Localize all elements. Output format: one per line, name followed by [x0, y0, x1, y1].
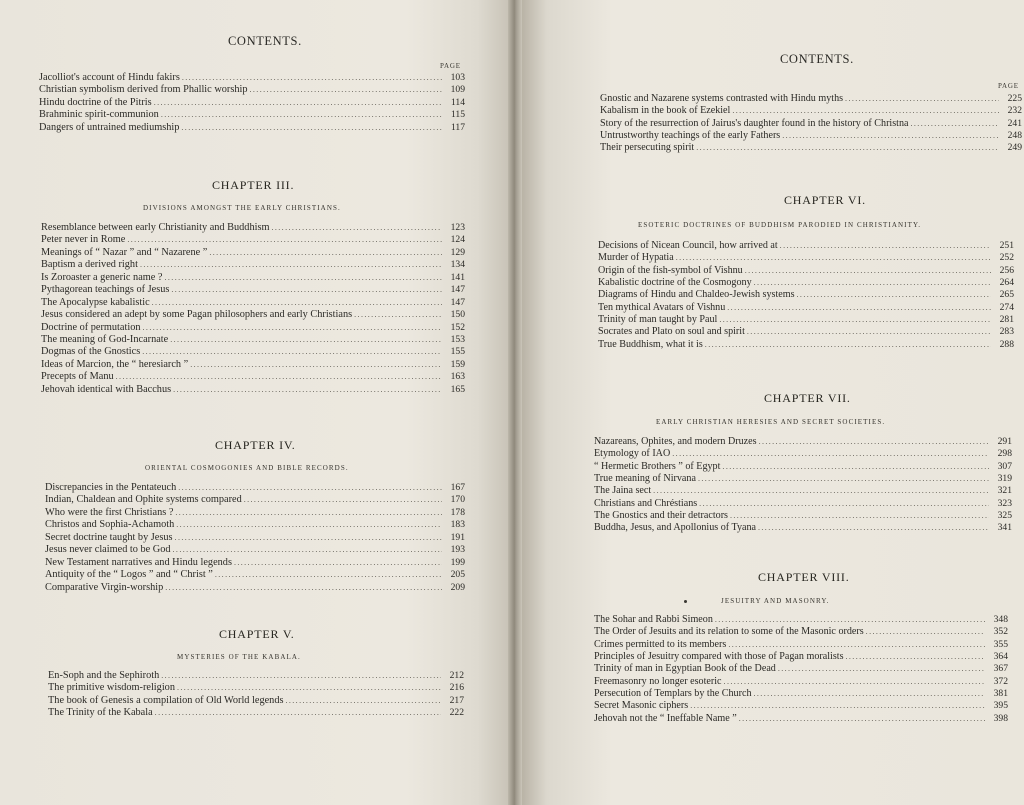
chapter-subtitle: MYSTERIES OF THE KABALA. — [177, 653, 301, 661]
toc-entry-page-number: 117 — [450, 121, 465, 133]
toc-entry-title: Kabalism in the book of Ezekiel — [600, 105, 731, 117]
toc-entry — [48, 670, 464, 682]
toc-entry-page-number: 115 — [450, 109, 465, 121]
chapter-heading: CHAPTER V. — [219, 627, 295, 641]
toc-entry-title: Diagrams of Hindu and Chaldeo-Jewish systems — [598, 289, 795, 301]
toc-entry-title: Trinity of man taught by Paul — [598, 314, 718, 326]
toc-entry-title: Socrates and Plato on soul and spirit — [598, 326, 745, 338]
toc-entry-page-number: 325 — [997, 510, 1012, 522]
toc-entry — [594, 688, 1008, 700]
dot-leader — [116, 371, 442, 383]
toc-entry — [48, 695, 464, 707]
toc-entry-title: Ideas of Marcion, the “ heresiarch ” — [41, 358, 189, 370]
dot-leader — [173, 544, 442, 556]
right-page — [522, 0, 1024, 805]
chapter-heading: CHAPTER VII. — [764, 391, 851, 405]
toc-entry-title: The meaning of God-Incarnate — [41, 333, 169, 345]
dot-leader — [143, 322, 442, 334]
toc-entry — [41, 334, 465, 346]
toc-entry-title: Meanings of “ Nazar ” and “ Nazarene ” — [41, 246, 208, 258]
toc-entry-page-number: 298 — [997, 448, 1012, 460]
toc-entry-page-number: 212 — [449, 670, 464, 681]
page-column-label: PAGE — [998, 82, 1019, 90]
toc-entry — [598, 326, 1014, 338]
toc-entry — [41, 272, 465, 284]
toc-entry — [594, 626, 1008, 638]
dot-leader — [672, 448, 989, 460]
toc-entry-page-number: 159 — [450, 358, 465, 370]
toc-entry-title: Jesus never claimed to be God — [45, 544, 171, 556]
toc-entry-page-number: 124 — [450, 234, 465, 246]
toc-entry-title: Jesus considered an adept by some Pagan philosophers and early Christians — [41, 309, 353, 321]
toc-entry — [594, 498, 1012, 510]
dot-leader — [846, 651, 986, 663]
chapter-entry-list — [48, 670, 464, 720]
chapter-subtitle: EARLY CHRISTIAN HERESIES AND SECRET SOCIETIES. — [656, 418, 886, 426]
dot-leader — [730, 510, 989, 522]
toc-entry-title: The Trinity of the Kabala — [48, 707, 153, 719]
toc-entry-title: The Gnostics and their detractors — [594, 510, 728, 522]
toc-entry-page-number: 225 — [1007, 93, 1022, 104]
toc-entry-title: Decisions of Nicean Council, how arrived at — [598, 240, 778, 251]
dot-leader — [140, 259, 442, 271]
toc-entry-page-number: 341 — [997, 522, 1012, 534]
toc-entry — [598, 289, 1014, 301]
toc-entry-title: “ Hermetic Brothers ” of Egypt — [594, 460, 721, 472]
toc-entry — [45, 582, 465, 594]
toc-entry — [48, 682, 464, 694]
chapter-entry-list — [594, 436, 1012, 535]
toc-entry-page-number: 163 — [450, 371, 465, 383]
toc-entry-page-number: 183 — [450, 519, 465, 531]
dot-leader — [152, 297, 442, 309]
toc-entry — [598, 314, 1014, 326]
toc-entry — [598, 302, 1014, 314]
intro-entry-list — [600, 93, 1022, 155]
dot-leader — [778, 663, 985, 675]
dot-leader — [759, 436, 989, 448]
toc-entry-title: New Testament narratives and Hindu legends — [45, 556, 232, 568]
toc-entry-page-number: 170 — [450, 494, 465, 506]
toc-entry — [598, 240, 1014, 252]
toc-entry-title: En-Soph and the Sephiroth — [48, 670, 160, 681]
chapter-subtitle: JESUITRY AND MASONRY. — [721, 597, 830, 605]
dot-leader — [866, 626, 985, 638]
toc-entry-page-number: 114 — [450, 96, 465, 108]
toc-entry-title: Jehovah identical with Bacchus — [41, 383, 172, 395]
toc-entry-page-number: 134 — [450, 259, 465, 271]
toc-entry — [41, 259, 465, 271]
toc-entry — [48, 707, 464, 719]
toc-entry — [594, 651, 1008, 663]
dot-leader — [170, 334, 442, 346]
toc-entry — [41, 322, 465, 334]
toc-entry-page-number: 355 — [993, 638, 1008, 650]
toc-entry-title: Discrepancies in the Pentateuch — [45, 482, 177, 493]
dot-leader — [745, 265, 991, 277]
toc-entry-title: Murder of Hypatia — [598, 252, 674, 264]
toc-entry — [41, 284, 465, 296]
toc-entry — [594, 713, 1008, 725]
chapter-heading: CHAPTER III. — [212, 178, 295, 192]
toc-entry-title: Secret doctrine taught by Jesus — [45, 531, 173, 543]
dot-leader — [209, 247, 442, 259]
toc-entry — [594, 522, 1012, 534]
toc-entry-page-number: 141 — [450, 271, 465, 283]
toc-entry-title: The Apocalypse kabalistic — [41, 296, 150, 308]
dot-leader — [722, 461, 989, 473]
toc-entry — [45, 544, 465, 556]
toc-entry-title: Principles of Jesuitry compared with those of Pagan moralists — [594, 651, 844, 663]
toc-entry-page-number: 348 — [993, 614, 1008, 625]
dot-leader — [754, 688, 986, 700]
dot-leader — [676, 252, 991, 264]
toc-entry — [45, 507, 465, 519]
dot-leader — [165, 582, 442, 594]
toc-entry-page-number: 395 — [993, 700, 1008, 712]
toc-entry — [598, 265, 1014, 277]
toc-entry-title: Peter never in Rome — [41, 234, 126, 246]
toc-entry-page-number: 205 — [450, 569, 465, 581]
toc-entry — [594, 663, 1008, 675]
toc-entry — [594, 485, 1012, 497]
toc-entry — [39, 72, 465, 84]
toc-entry-title: Untrustworthy teachings of the early Fathers — [600, 130, 781, 142]
toc-entry-page-number: 381 — [993, 688, 1008, 700]
toc-entry — [39, 84, 465, 96]
toc-entry-page-number: 193 — [450, 544, 465, 556]
toc-entry-title: Resemblance between early Christianity and Buddhism — [41, 222, 270, 233]
toc-entry-title: Kabalistic doctrine of the Cosmogony — [598, 277, 752, 289]
dot-leader — [271, 222, 442, 234]
toc-entry-title: Christians and Chréstians — [594, 497, 698, 509]
toc-entry-title: Nazareans, Ophites, and modern Druzes — [594, 436, 757, 447]
toc-entry — [41, 297, 465, 309]
toc-entry-page-number: 241 — [1007, 117, 1022, 129]
toc-entry-title: Buddha, Jesus, and Apollonius of Tyana — [594, 522, 756, 534]
toc-entry — [41, 247, 465, 259]
toc-entry-title: The Sohar and Rabbi Simeon — [594, 614, 713, 625]
dot-leader — [154, 97, 442, 109]
toc-entry — [594, 436, 1012, 448]
toc-entry — [45, 494, 465, 506]
printer-bullet-mark — [684, 600, 687, 603]
dot-leader — [705, 339, 991, 351]
toc-entry — [600, 93, 1022, 105]
toc-entry-page-number: 165 — [450, 383, 465, 395]
dot-leader — [234, 557, 442, 569]
toc-entry-title: Dangers of untrained mediumship — [39, 121, 180, 133]
toc-entry — [41, 346, 465, 358]
toc-entry-title: Hindu doctrine of the Pitris — [39, 96, 152, 108]
dot-leader — [178, 482, 442, 494]
toc-entry — [600, 130, 1022, 142]
toc-entry-title: Christian symbolism derived from Phallic worship — [39, 84, 248, 96]
toc-entry-title: Their persecuting spirit — [600, 142, 695, 154]
dot-leader — [285, 695, 441, 707]
toc-entry-title: Story of the resurrection of Jairus's daughter found in the history of Christna — [600, 117, 909, 129]
toc-entry-page-number: 307 — [997, 460, 1012, 472]
toc-entry-page-number: 152 — [450, 321, 465, 333]
toc-entry — [598, 252, 1014, 264]
dot-leader — [782, 130, 999, 142]
dot-leader — [728, 639, 985, 651]
toc-entry-page-number: 252 — [999, 252, 1014, 264]
toc-entry-page-number: 123 — [450, 222, 465, 233]
toc-entry-title: Brahminic spirit-communion — [39, 109, 159, 121]
chapter-subtitle: DIVISIONS AMONGST THE EARLY CHRISTIANS. — [143, 204, 341, 212]
toc-entry-title: True Buddhism, what it is — [598, 338, 703, 350]
toc-entry-page-number: 217 — [449, 694, 464, 706]
toc-entry-page-number: 352 — [993, 626, 1008, 638]
toc-entry — [45, 557, 465, 569]
toc-entry-title: Christos and Sophia-Achamoth — [45, 519, 175, 531]
toc-entry-title: Who were the first Christians ? — [45, 506, 174, 518]
left-page — [0, 0, 508, 805]
toc-entry-page-number: 249 — [1007, 142, 1022, 154]
dot-leader — [698, 473, 989, 485]
toc-entry-page-number: 109 — [450, 84, 465, 96]
dot-leader — [176, 519, 442, 531]
toc-entry — [41, 309, 465, 321]
toc-entry — [45, 482, 465, 494]
toc-entry-page-number: 178 — [450, 506, 465, 518]
toc-entry-page-number: 256 — [999, 264, 1014, 276]
toc-entry-title: The book of Genesis a compilation of Old World legends — [48, 694, 284, 706]
dot-leader — [165, 272, 443, 284]
dot-leader — [190, 359, 442, 371]
dot-leader — [177, 682, 441, 694]
toc-entry-page-number: 209 — [450, 581, 465, 593]
dot-leader — [797, 289, 991, 301]
toc-entry — [41, 371, 465, 383]
dot-leader — [754, 277, 991, 289]
toc-entry — [41, 359, 465, 371]
toc-entry — [600, 118, 1022, 130]
toc-entry-title: True meaning of Nirvana — [594, 473, 696, 485]
dot-leader — [127, 234, 442, 246]
dot-leader — [161, 109, 442, 121]
toc-entry-page-number: 147 — [450, 296, 465, 308]
toc-entry-page-number: 251 — [999, 240, 1014, 251]
chapter-entry-list — [598, 240, 1014, 351]
contents-title: CONTENTS. — [780, 52, 854, 66]
toc-entry — [41, 234, 465, 246]
dot-leader — [724, 676, 985, 688]
dot-leader — [747, 326, 991, 338]
toc-entry — [41, 384, 465, 396]
toc-entry-title: Trinity of man in Egyptian Book of the Dead — [594, 663, 776, 675]
dot-leader — [155, 707, 441, 719]
dot-leader — [758, 522, 989, 534]
toc-entry-title: Antiquity of the “ Logos ” and “ Christ ” — [45, 569, 213, 581]
toc-entry — [39, 109, 465, 121]
dot-leader — [690, 700, 985, 712]
toc-entry — [594, 700, 1008, 712]
toc-entry-page-number: 155 — [450, 346, 465, 358]
toc-entry-page-number: 167 — [450, 482, 465, 493]
toc-entry-page-number: 281 — [999, 314, 1014, 326]
chapter-entry-list — [41, 222, 465, 396]
toc-entry-title: Is Zoroaster a generic name ? — [41, 271, 163, 283]
toc-entry-page-number: 150 — [450, 309, 465, 321]
toc-entry — [600, 142, 1022, 154]
toc-entry-title: The Order of Jesuits and its relation to some of the Masonic orders — [594, 626, 864, 638]
toc-entry — [45, 569, 465, 581]
dot-leader — [699, 498, 989, 510]
toc-entry-title: Secret Masonic ciphers — [594, 700, 689, 712]
toc-entry-title: Pythagorean teachings of Jesus — [41, 284, 170, 296]
toc-entry-page-number: 319 — [997, 473, 1012, 485]
page-column-label: PAGE — [440, 62, 461, 70]
toc-entry-title: Etymology of IAO — [594, 448, 671, 460]
toc-entry-page-number: 103 — [450, 72, 465, 83]
toc-entry-title: Gnostic and Nazarene systems contrasted with Hindu myths — [600, 93, 844, 104]
toc-entry-title: The primitive wisdom-religion — [48, 682, 175, 694]
dot-leader — [142, 346, 442, 358]
toc-entry-title: Doctrine of permutation — [41, 321, 141, 333]
dot-leader — [653, 485, 989, 497]
toc-entry — [594, 639, 1008, 651]
toc-entry — [39, 122, 465, 134]
toc-entry — [594, 510, 1012, 522]
dot-leader — [244, 494, 442, 506]
toc-entry-title: Persecution of Templars by the Church — [594, 688, 752, 700]
toc-entry-title: Ten mythical Avatars of Vishnu — [598, 301, 726, 313]
dot-leader — [175, 532, 442, 544]
toc-entry — [594, 448, 1012, 460]
toc-entry-page-number: 398 — [993, 712, 1008, 724]
toc-entry-title: Crimes permitted to its members — [594, 638, 727, 650]
dot-leader — [715, 614, 985, 626]
dot-leader — [215, 569, 442, 581]
dot-leader — [161, 670, 441, 682]
dot-leader — [181, 122, 442, 134]
toc-entry-title: Indian, Chaldean and Ophite systems compared — [45, 494, 242, 506]
dot-leader — [727, 302, 991, 314]
toc-entry-title: Baptism a derived right — [41, 259, 138, 271]
toc-entry — [45, 532, 465, 544]
toc-entry-title: Freemasonry no longer esoteric — [594, 675, 722, 687]
toc-entry — [45, 519, 465, 531]
intro-entry-list — [39, 72, 465, 134]
toc-entry — [598, 277, 1014, 289]
chapter-entry-list — [594, 614, 1008, 725]
toc-entry-title: Comparative Virgin-worship — [45, 581, 164, 593]
toc-entry-page-number: 248 — [1007, 130, 1022, 142]
book-gutter — [508, 0, 522, 805]
dot-leader — [354, 309, 442, 321]
dot-leader — [780, 240, 991, 252]
toc-entry — [594, 473, 1012, 485]
toc-entry — [41, 222, 465, 234]
toc-entry-page-number: 288 — [999, 338, 1014, 350]
toc-entry — [594, 676, 1008, 688]
toc-entry-page-number: 283 — [999, 326, 1014, 338]
toc-entry-page-number: 291 — [997, 436, 1012, 447]
toc-entry-page-number: 129 — [450, 246, 465, 258]
dot-leader — [739, 713, 985, 725]
toc-entry-page-number: 232 — [1007, 105, 1022, 117]
toc-entry — [600, 105, 1022, 117]
chapter-subtitle: ESOTERIC DOCTRINES OF BUDDHISM PARODIED IN CHRISTIANITY. — [638, 221, 922, 229]
toc-entry-page-number: 153 — [450, 333, 465, 345]
dot-leader — [173, 384, 442, 396]
chapter-heading: CHAPTER VIII. — [758, 570, 850, 584]
toc-entry-page-number: 364 — [993, 651, 1008, 663]
toc-entry-title: Precepts of Manu — [41, 371, 114, 383]
toc-entry — [594, 461, 1012, 473]
chapter-heading: CHAPTER IV. — [215, 438, 296, 452]
toc-entry-page-number: 147 — [450, 284, 465, 296]
toc-entry-page-number: 265 — [999, 289, 1014, 301]
dot-leader — [911, 118, 1000, 130]
chapter-heading: CHAPTER VI. — [784, 193, 866, 207]
toc-entry-title: The Jaina sect — [594, 485, 652, 497]
dot-leader — [732, 105, 999, 117]
toc-entry-title: Jacolliot's account of Hindu fakirs — [39, 72, 180, 83]
dot-leader — [696, 142, 999, 154]
toc-entry-page-number: 367 — [993, 663, 1008, 675]
toc-entry-page-number: 321 — [997, 485, 1012, 497]
toc-entry-page-number: 216 — [449, 682, 464, 694]
chapter-entry-list — [45, 482, 465, 594]
dot-leader — [175, 507, 442, 519]
toc-entry-title: Dogmas of the Gnostics — [41, 346, 141, 358]
toc-entry-page-number: 323 — [997, 497, 1012, 509]
toc-entry-page-number: 199 — [450, 556, 465, 568]
toc-entry — [598, 339, 1014, 351]
dot-leader — [845, 93, 999, 105]
toc-entry-page-number: 191 — [450, 531, 465, 543]
dot-leader — [171, 284, 442, 296]
toc-entry-page-number: 222 — [449, 707, 464, 719]
toc-entry — [39, 97, 465, 109]
toc-entry-title: Origin of the fish-symbol of Vishnu — [598, 264, 743, 276]
dot-leader — [182, 72, 442, 84]
toc-entry — [594, 614, 1008, 626]
toc-entry-title: Jehovah not the “ Ineffable Name ” — [594, 712, 737, 724]
chapter-subtitle: ORIENTAL COSMOGONIES AND BIBLE RECORDS. — [145, 464, 349, 472]
toc-entry-page-number: 372 — [993, 675, 1008, 687]
dot-leader — [719, 314, 991, 326]
toc-entry-page-number: 274 — [999, 301, 1014, 313]
toc-entry-page-number: 264 — [999, 277, 1014, 289]
dot-leader — [250, 84, 443, 96]
contents-title: CONTENTS. — [228, 34, 302, 48]
